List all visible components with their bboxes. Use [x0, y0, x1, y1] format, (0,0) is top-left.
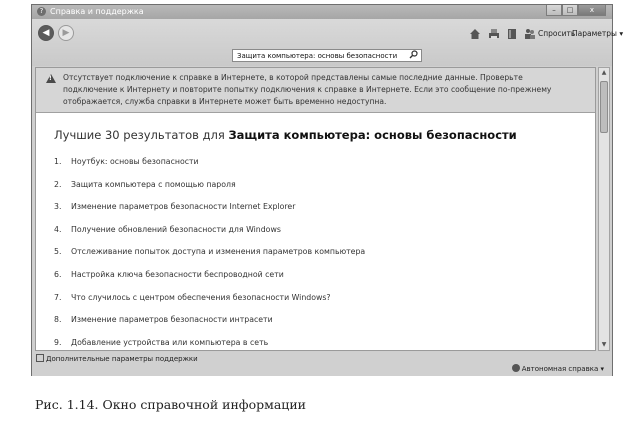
result-link[interactable]: Добавление устройства или компьютера в сеть — [71, 337, 269, 347]
result-link[interactable]: Что случилось с центром обеспечения безопасности Windows? — [71, 292, 331, 302]
result-number: 8. — [54, 315, 62, 325]
result-link[interactable]: Настройка ключа безопасности беспроводной сети — [71, 269, 284, 279]
chevron-down-icon: ▾ — [619, 29, 624, 38]
result-number: 1. — [54, 157, 62, 166]
home-icon[interactable] — [469, 28, 481, 40]
forward-button[interactable]: ▶ — [58, 25, 74, 41]
options-button[interactable] — [572, 28, 623, 40]
result-number: 3. — [54, 202, 62, 212]
minimize-button[interactable]: – — [546, 5, 562, 16]
result-number: 9. — [54, 337, 62, 347]
connection-notice: ! Отсутствует подключение к справке в Интернете, в которой представлены самые последние данные. Проверьте подключение к Интернету и повторите попытку подключения к справке в Интернете. Если это сообщение по-прежнему отображается, служба справки в Интернете может быть временно недоступна. — [36, 68, 595, 113]
back-button[interactable]: ◀ — [38, 25, 54, 41]
results-list — [54, 156, 365, 351]
result-link[interactable]: Защита компьютера с помощью пароля — [71, 179, 236, 189]
support-options-icon — [36, 354, 44, 362]
help-icon: ? — [37, 7, 46, 16]
notice-text: Отсутствует подключение к справке в Интернете, в которой представлены самые последние данные. Проверьте подключение к Интернету и повторите попытку подключения к справке в Интернете. Если это сообщение по-прежнему отображается, служба справки в Интернете может быть временно недоступна. — [63, 73, 552, 106]
result-item[interactable] — [54, 179, 365, 202]
more-support-options-link[interactable] — [36, 354, 198, 364]
window-title: Справка и поддержка — [50, 7, 144, 16]
ask-button[interactable]: Спросить — [538, 29, 576, 38]
options-label: Параметры — [572, 29, 617, 38]
results-heading — [54, 128, 517, 142]
status-bar — [32, 352, 612, 376]
print-icon[interactable] — [488, 28, 500, 40]
window-controls — [546, 5, 606, 17]
result-number: 4. — [54, 224, 62, 234]
figure-caption: Рис. 1.14. Окно справочной информации — [35, 397, 306, 412]
scroll-thumb[interactable] — [600, 81, 608, 133]
result-item[interactable] — [54, 337, 365, 351]
result-link[interactable]: Изменение параметров безопасности Internet Explorer — [71, 202, 296, 212]
result-item[interactable] — [54, 269, 365, 292]
help-content — [35, 67, 596, 351]
result-number: 6. — [54, 269, 62, 279]
offline-help-button[interactable] — [512, 364, 604, 374]
result-item[interactable] — [54, 156, 365, 179]
result-number: 7. — [54, 292, 62, 302]
help-window — [31, 4, 624, 376]
ask-icon[interactable] — [524, 28, 536, 40]
toolbar — [32, 19, 624, 66]
offline-help-icon — [512, 364, 520, 372]
results-heading-prefix: Лучшие 30 результатов для — [54, 128, 225, 142]
browse-help-icon[interactable] — [506, 28, 518, 40]
search-input[interactable] — [233, 50, 407, 61]
result-link[interactable]: Получение обновлений безопасности для Windows — [71, 224, 281, 234]
result-number: 2. — [54, 179, 62, 189]
close-button[interactable]: x — [578, 5, 606, 16]
results-heading-query: Защита компьютера: основы безопасности — [228, 128, 517, 142]
search-box — [232, 49, 422, 62]
maximize-button[interactable]: □ — [562, 5, 578, 16]
search-icon[interactable] — [408, 50, 419, 61]
scroll-down-icon[interactable]: ▼ — [601, 341, 607, 348]
result-link[interactable]: Отслеживание попыток доступа и изменения параметров компьютера — [71, 247, 366, 257]
vertical-scrollbar[interactable] — [598, 67, 610, 351]
result-item[interactable] — [54, 224, 365, 247]
result-item[interactable] — [54, 314, 365, 337]
result-item[interactable] — [54, 201, 365, 224]
result-item[interactable] — [54, 246, 365, 269]
more-options-label: Дополнительные параметры поддержки — [46, 355, 198, 363]
chevron-down-icon: ▾ — [600, 365, 604, 373]
title-bar[interactable] — [32, 5, 612, 19]
result-item[interactable] — [54, 292, 365, 315]
result-number: 5. — [54, 247, 62, 257]
offline-help-label: Автономная справка — [521, 365, 599, 373]
result-link[interactable]: Ноутбук: основы безопасности — [71, 157, 199, 166]
scroll-up-icon[interactable]: ▲ — [601, 69, 607, 76]
result-link[interactable]: Изменение параметров безопасности интрасети — [71, 315, 273, 325]
